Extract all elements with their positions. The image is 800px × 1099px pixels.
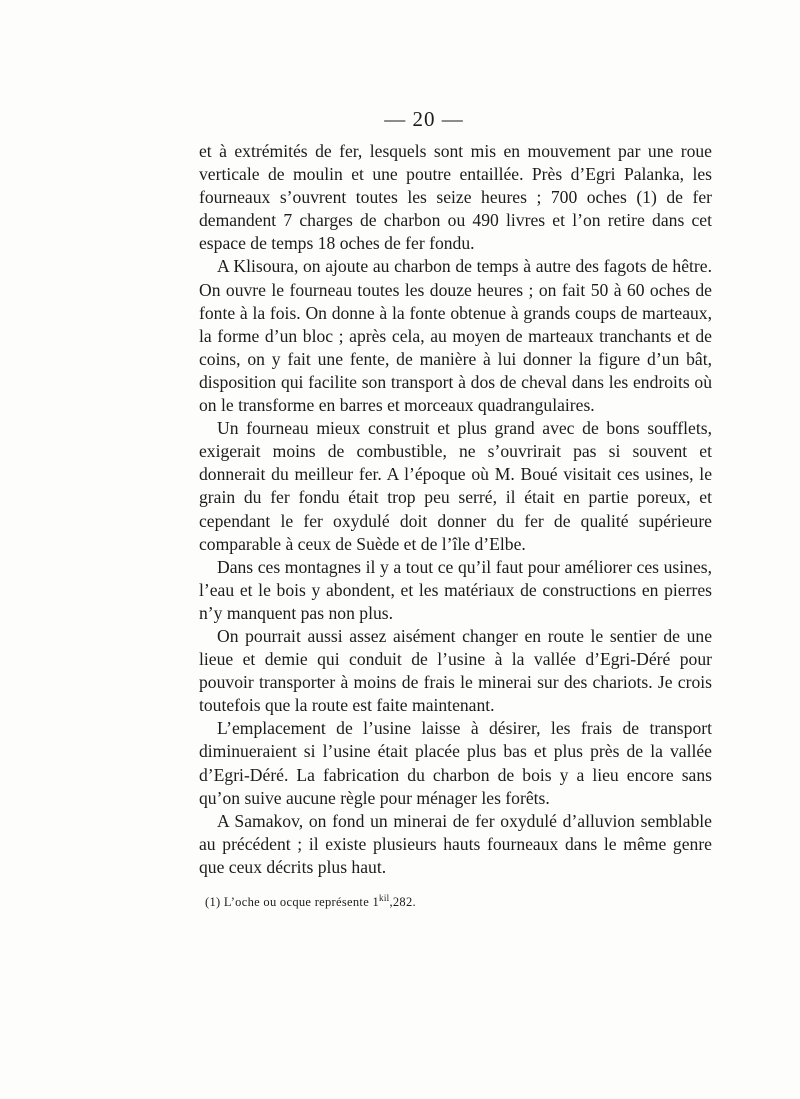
- footnote: [205, 890, 705, 910]
- page-number: — 20 —: [384, 107, 464, 131]
- footnote-value: ,282.: [389, 895, 416, 910]
- paragraph-6: L’emplacement de l’usine laisse à désirer, les frais de transport diminueraient si l’usine était placée plus bas et plus près de la vallée d’Egri-Déré. La fabrication du charbon de bois y a lieu encore sans qu’on suive aucune règle pour ménager les forêts.: [199, 718, 712, 808]
- paragraph-1: et à extrémités de fer, lesquels sont mis en mouvement par une roue verticale de moulin et une poutre entaillée. Près d’Egri Palanka, les fourneaux s’ouvrent toutes les seize heures ; 700 oches (1) de fer demandent 7 charges de charbon ou 490 livres et l’on retire dans cet espace de temps 18 oches de fer fondu.: [199, 141, 712, 254]
- body-text: [199, 140, 712, 879]
- paragraph-2: A Klisoura, on ajoute au charbon de temps à autre des fagots de hêtre. On ouvre le fourneau toutes les douze heures ; on fait 50 à 60 oches de fonte à la fois. On donne à la fonte obtenue à grands coups de marteaux, la forme d’un bloc ; après cela, au moyen de marteaux tranchants et de coins, on y fait une fente, de manière à lui donner la figure d’un bât, disposition qui facilite son transport à dos de cheval dans les endroits où on le transforme en barres et morceaux quadrangulaires.: [199, 256, 712, 416]
- paragraph-4: Dans ces montagnes il y a tout ce qu’il faut pour améliorer ces usines, l’eau et le bois y abondent, et les matériaux de constructions en pierres n’y manquent pas non plus.: [199, 556, 712, 623]
- footnote-text: L’oche ou ocque représente 1: [223, 895, 380, 910]
- paragraph-5: On pourrait aussi assez aisément changer en route le sentier de une lieue et demie qui conduit de l’usine à la vallée d’Egri-Déré pour pouvoir transporter à moins de frais le minerai sur des chariots. Je crois toutefois que la route est faite maintenant.: [199, 625, 712, 716]
- paragraph-7: A Samakov, on fond un minerai de fer oxydulé d’alluvion semblable au précédent ; il existe plusieurs hauts fourneaux dans le même genre que ceux décrits plus haut.: [199, 810, 712, 877]
- footnote-marker: (1): [205, 895, 221, 910]
- footnote-unit: kil: [379, 893, 390, 903]
- paragraph-3: Un fourneau mieux construit et plus grand avec de bons soufflets, exigerait moins de combustible, ne s’ouvrirait pas si souvent et donnerait du meilleur fer. A l’époque où M. Boué visitait ces usines, le grain du fer fondu était trop peu serré, il était en partie poreux, et cependant le fer oxydulé doit donner du fer de qualité supérieure comparable à ceux de Suède et de l’île d’Elbe.: [199, 418, 712, 554]
